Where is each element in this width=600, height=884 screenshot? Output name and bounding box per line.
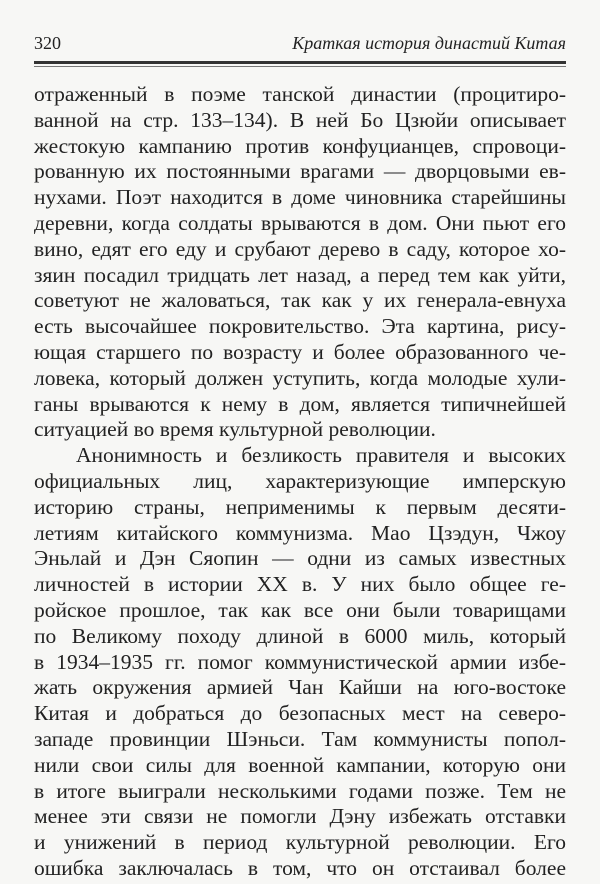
page-number: 320 [34,33,61,53]
text-line: зяин посадил тридцать лет назад, а перед тем как уйти, [34,262,566,287]
text-line: рованную их постоянными врагами — дворцовыми ев- [34,159,566,184]
text-line: ванной на стр. 133–134). В ней Бо Цзюйи описывает [34,107,566,132]
text-line: ганы врываются к нему в дом, является типичнейшей [34,391,566,416]
text-line: официальных лиц, характеризующие имперскую [34,468,566,493]
running-title: Краткая история династий Китая [292,33,566,53]
text-line: историю страны, неприменимы к первым десяти- [34,494,566,519]
text-line: в 1934–1935 гг. помог коммунистической армии избе- [34,649,566,674]
text-line: личностей в истории XX в. У них было общее ге- [34,572,566,597]
header-rule-thick [34,61,566,64]
text-line: и унижений в период культурной революции. Его [34,830,566,855]
text-line: деревни, когда солдаты врываются в дом. Они пьют его [34,210,566,235]
text-line: ловека, который должен уступить, когда молодые хули- [34,365,566,390]
paragraph [34,82,566,443]
paragraph [34,443,566,882]
text-line: Эньлай и Дэн Сяопин — одни из самых известных [34,546,566,571]
text-line: Анонимность и безликость правителя и высоких [76,443,566,468]
text-line: есть высочайшее покровительство. Эта картина, рису- [34,314,566,339]
text-line: нили свои силы для военной кампании, которую они [34,752,566,777]
running-header [34,33,566,57]
text-line: ющая старшего по возрасту и более образованного че- [34,339,566,364]
text-line: ошибка заключалась в том, что он отстаивал более [34,855,566,880]
text-line: жестокую кампанию против конфуцианцев, спровоци- [34,133,566,158]
text-line: Китая и добраться до безопасных мест на северо- [34,701,566,726]
text-line: летиям китайского коммунизма. Мао Цзэдун, Чжоу [34,520,566,545]
body-text [34,82,566,882]
header-rule-thin [34,66,566,67]
text-line: по Великому походу длиной в 6000 миль, который [34,623,566,648]
text-line: в итоге выиграли несколькими годами позже. Тем не [34,778,566,803]
text-line: отраженный в поэме танской династии (процитиро- [34,82,566,106]
text-line: западе провинции Шэньси. Там коммунисты попол- [34,726,566,751]
text-line: жать окружения армией Чан Кайши на юго-востоке [34,675,566,700]
text-line: менее эти связи не помогли Дэну избежать отставки [34,804,566,829]
text-line: ройское прошлое, так как все они были товарищами [34,597,566,622]
text-line: вино, едят его еду и срубают дерево в саду, которое хо- [34,236,566,261]
text-line: нухами. Поэт находится в доме чиновника старейшины [34,185,566,210]
text-line: ситуацией во время культурной революции. [34,417,436,442]
text-line: советуют не жаловаться, так как у их генерала-евнуха [34,288,566,313]
